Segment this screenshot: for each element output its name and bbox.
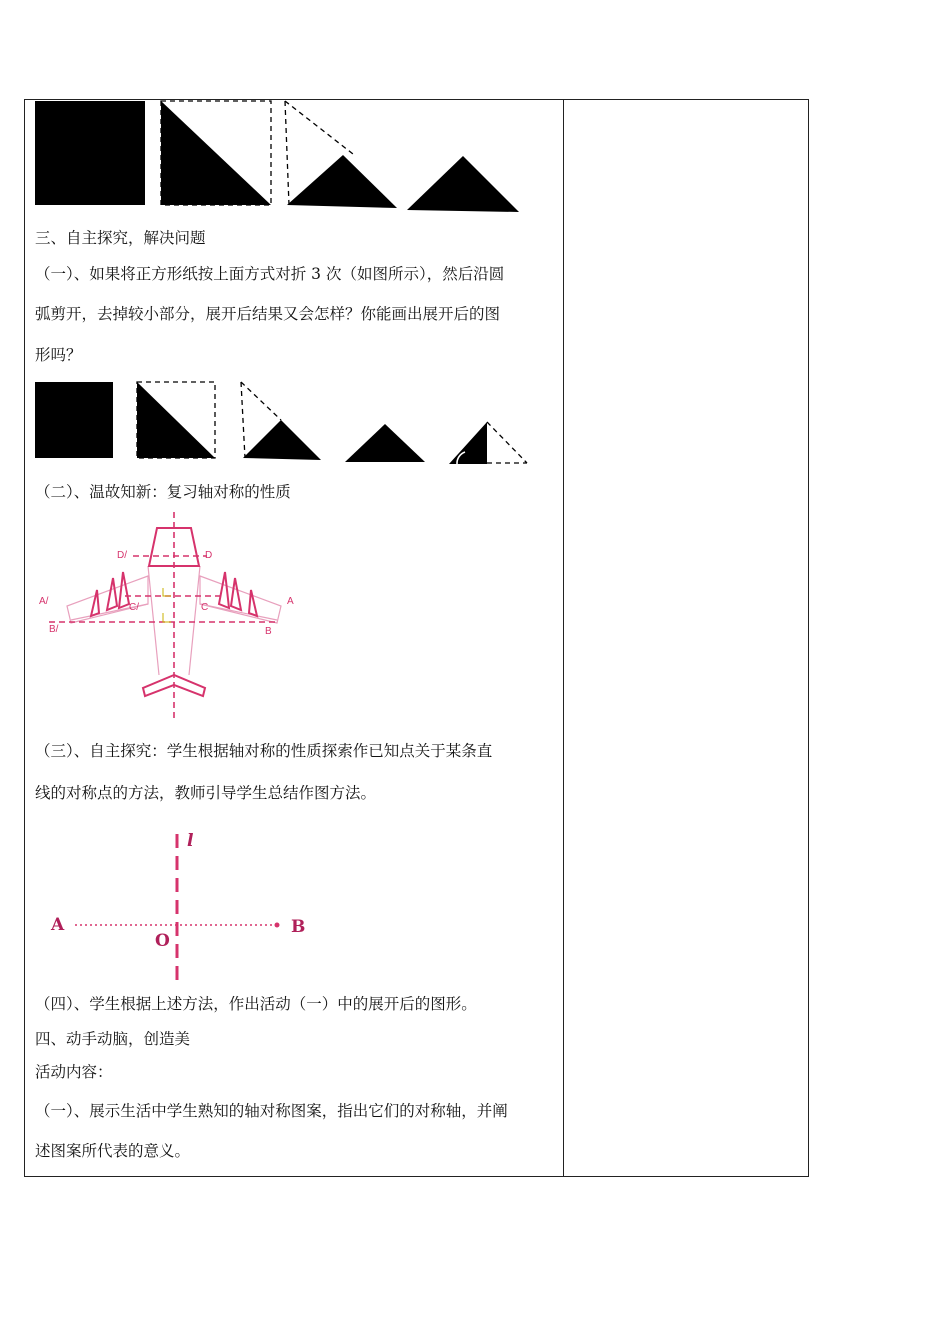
label-point-b: B bbox=[291, 917, 306, 937]
label-d-prime: D/ bbox=[117, 550, 127, 561]
part-3-line-1: （三）、自主探究：学生根据轴对称的性质探索作已知点关于某条直 bbox=[35, 742, 493, 760]
column-divider bbox=[563, 100, 564, 1176]
section-4-title: 四、动手动脑，创造美 bbox=[35, 1030, 191, 1048]
fold-three-times-figure bbox=[33, 380, 533, 466]
label-a-prime: A/ bbox=[39, 596, 49, 607]
part-1-line-3: 形吗？ bbox=[35, 346, 82, 364]
activity-label: 活动内容： bbox=[35, 1063, 113, 1081]
part-1-line-1: （一）、如果将正方形纸按上面方式对折 3 次（如图所示），然后沿圆 bbox=[35, 265, 505, 283]
label-point-a: A bbox=[51, 915, 65, 935]
label-b: B bbox=[265, 626, 272, 637]
label-point-o: O bbox=[155, 931, 170, 951]
lesson-table bbox=[24, 99, 809, 1177]
airplane-symmetry-figure bbox=[35, 510, 335, 722]
label-d: D bbox=[205, 550, 213, 561]
label-c-prime: C/ bbox=[129, 602, 139, 613]
part-4-title: （四）、学生根据上述方法，作出活动（一）中的展开后的图形。 bbox=[35, 995, 477, 1013]
symmetric-point-figure bbox=[45, 830, 345, 990]
section-3-title: 三、自主探究，解决问题 bbox=[35, 229, 206, 247]
label-a: A bbox=[287, 596, 294, 607]
part-2-title: （二）、温故知新：复习轴对称的性质 bbox=[35, 483, 291, 501]
activity-1-line-2: 述图案所代表的意义。 bbox=[35, 1142, 191, 1160]
part-1-line-2: 弧剪开，去掉较小部分，展开后结果又会怎样？你能画出展开后的图 bbox=[35, 305, 501, 323]
label-c: C bbox=[201, 602, 209, 613]
label-line-l: l bbox=[187, 831, 194, 851]
activity-1-line-1: （一）、展示生活中学生熟知的轴对称图案，指出它们的对称轴，并阐 bbox=[35, 1102, 508, 1120]
label-b-prime: B/ bbox=[49, 624, 59, 635]
fold-twice-figure bbox=[33, 100, 533, 214]
part-3-line-2: 线的对称点的方法，教师引导学生总结作图方法。 bbox=[35, 784, 377, 802]
